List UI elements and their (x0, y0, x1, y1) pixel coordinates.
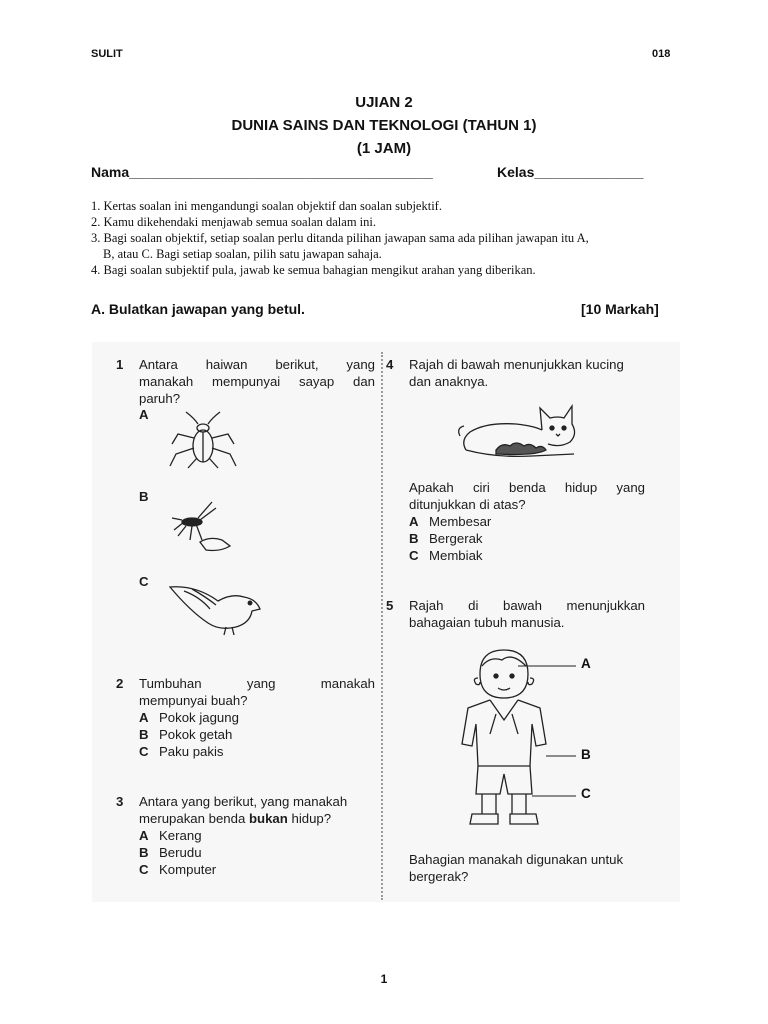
page-number: 1 (380, 972, 388, 986)
option-text: Komputer (159, 862, 217, 877)
exam-duration: (1 JAM) (356, 140, 412, 157)
q4-line3: Apakah ciri benda hidup yang (409, 480, 645, 495)
instruction-item: 1. Kertas soalan ini mengandungi soalan objektif dan soalan subjektif. (91, 199, 442, 213)
option-text: Membiak (429, 548, 483, 563)
q5-line3: Bahagian manakah digunakan untuk (409, 852, 624, 867)
class-field[interactable]: Kelas______________ (497, 164, 644, 180)
q4-number: 4 (386, 357, 394, 372)
q4-line2: dan anaknya. (409, 374, 489, 389)
q4-line4: ditunjukkan di atas? (409, 497, 526, 512)
q3-line2 (139, 810, 331, 827)
q4-line1: Rajah di bawah menunjukkan kucing (409, 357, 624, 372)
instructions (91, 198, 691, 278)
q2-line1: Tumbuhan yang manakah (139, 676, 375, 691)
instruction-item: 4. Bagi soalan subjektif pula, jawab ke semua bahagian mengikut arahan yang diberikan. (91, 263, 536, 277)
name-field[interactable]: Nama_______________________________________ (91, 164, 433, 180)
instruction-item: 3. Bagi soalan objektif, setiap soalan perlu ditanda pilihan jawapan sama ada pilihan jawapan itu A, (91, 231, 589, 245)
q2-option-a[interactable] (139, 709, 239, 726)
q3-number: 3 (116, 794, 124, 809)
option-letter: C (409, 548, 419, 563)
cockroach-icon (164, 408, 244, 472)
instruction-item: B, atau C. Bagi setiap soalan, pilih satu jawapan sahaja. (103, 247, 382, 261)
option-text: Pokok jagung (159, 710, 239, 725)
option-text: Berudu (159, 845, 202, 860)
option-text: Bergerak (429, 531, 483, 546)
column-divider (381, 352, 383, 900)
q1-line1: Antara haiwan berikut, yang (139, 357, 375, 372)
q2-option-c[interactable] (139, 743, 224, 760)
q4-option-b[interactable] (409, 530, 483, 547)
q4-option-c[interactable] (409, 547, 483, 564)
q5-line2: bahagaian tubuh manusia. (409, 615, 565, 630)
option-letter: A (139, 828, 149, 843)
header-code: 018 (652, 48, 671, 60)
q3-option-a[interactable] (139, 827, 202, 844)
q5-number: 5 (386, 598, 394, 613)
body-label-b: B (581, 747, 591, 762)
q3-option-c[interactable] (139, 861, 216, 878)
body-label-a: A (581, 656, 591, 671)
q1-option-a[interactable]: A (139, 407, 149, 422)
q5-line1: Rajah di bawah menunjukkan (409, 598, 645, 613)
option-letter: C (139, 862, 149, 877)
option-letter: B (139, 845, 149, 860)
section-title: A. Bulatkan jawapan yang betul. (91, 301, 305, 317)
cat-kittens-icon (456, 400, 582, 464)
exam-title: UJIAN 2 (355, 94, 413, 111)
option-letter: C (139, 744, 149, 759)
instruction-item: 2. Kamu dikehendaki menjawab semua soalan dalam ini. (91, 215, 376, 229)
body-label-c: C (581, 786, 591, 801)
q3-line1: Antara yang berikut, yang manakah (139, 794, 348, 809)
q2-number: 2 (116, 676, 124, 691)
q3-option-b[interactable] (139, 844, 202, 861)
option-text: Paku pakis (159, 744, 224, 759)
option-text: Kerang (159, 828, 202, 843)
q1-option-b[interactable]: B (139, 489, 149, 504)
q1-line3: paruh? (139, 391, 181, 406)
q1-line2: manakah mempunyai sayap dan (139, 374, 375, 389)
mosquito-icon (170, 496, 240, 554)
q3-line2-post: hidup? (287, 811, 332, 826)
option-letter: A (409, 514, 419, 529)
q2-option-b[interactable] (139, 726, 232, 743)
q3-line2-pre: merupakan benda (139, 811, 249, 826)
q1-option-c[interactable]: C (139, 574, 149, 589)
option-letter: A (139, 710, 149, 725)
q4-option-a[interactable] (409, 513, 491, 530)
boy-body-diagram (456, 644, 580, 834)
option-letter: B (139, 727, 149, 742)
option-text: Pokok getah (159, 727, 233, 742)
q1-number: 1 (116, 357, 124, 372)
exam-subject: DUNIA SAINS DAN TEKNOLOGI (TAHUN 1) (231, 117, 537, 134)
bird-icon (166, 575, 266, 639)
option-letter: B (409, 531, 419, 546)
header-sulit: SULIT (91, 48, 123, 60)
option-text: Membesar (429, 514, 492, 529)
q2-line2: mempunyai buah? (139, 693, 248, 708)
q3-line2-bold: bukan (248, 811, 288, 826)
q5-line4: bergerak? (409, 869, 469, 884)
section-marks: [10 Markah] (581, 301, 659, 317)
